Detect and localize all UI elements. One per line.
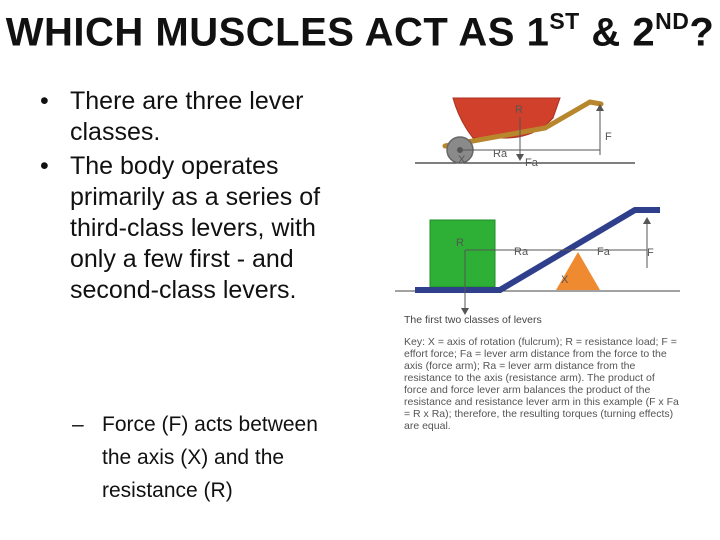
caption-title: The first two classes of levers: [404, 314, 542, 326]
sub-bullet-text: Force (F) acts between the axis (X) and the resistance (R): [102, 413, 318, 502]
plank-lever-illustration: [395, 210, 680, 315]
title-sup-second: ND: [655, 8, 690, 34]
plank-label-fa: Fa: [597, 246, 610, 258]
label-x: X: [458, 154, 466, 166]
label-fa: Fa: [525, 157, 538, 169]
plank-label-f: F: [647, 247, 654, 259]
label-r: R: [515, 104, 523, 116]
sub-bullet-item: [72, 408, 332, 507]
resistance-arrowhead: [516, 154, 524, 161]
label-ra: Ra: [493, 148, 508, 160]
title-end: ?: [689, 10, 715, 55]
caption-body: Key: X = axis of rotation (fulcrum); R = resistance load; F = effort force; Fa = lever arm distance from the force to the axis (force arm); Ra = lever arm distance from the resistance to the axis (resistance arm). The product of force and force lever arm balances the product of the resistance and resistance lever arm in this example (F x Fa = R x Ra); therefore, the resulting torques (turning effects) are equal.: [404, 336, 679, 432]
bullet-text: There are three lever classes.: [70, 87, 304, 146]
plank-label-r: R: [456, 237, 464, 249]
bullet-item: [40, 151, 355, 306]
figure-caption: [404, 314, 679, 432]
plank-label-x: X: [561, 274, 569, 286]
sub-bullet-list: [72, 408, 332, 507]
title-mid: & 2: [579, 10, 656, 55]
plank-force-arrowhead: [643, 217, 651, 224]
slide-title: [0, 10, 720, 55]
bullet-dot-icon: •: [40, 87, 49, 115]
dash-icon: –: [72, 413, 84, 436]
plank-label-ra: Ra: [514, 246, 529, 258]
label-f: F: [605, 131, 612, 143]
lever-classes-figure: [385, 90, 685, 320]
title-main: WHICH MUSCLES ACT AS 1: [5, 10, 550, 55]
bullet-dot-icon: •: [40, 152, 49, 180]
bullet-text: The body operates primarily as a series of third-class levers, with only a few first - and second-class levers.: [70, 152, 321, 304]
bullet-list: [40, 86, 355, 309]
wheelbarrow-illustration: [415, 98, 635, 169]
bullet-item: [40, 86, 355, 148]
title-sup-first: ST: [549, 8, 580, 34]
resistance-box: [430, 220, 495, 287]
